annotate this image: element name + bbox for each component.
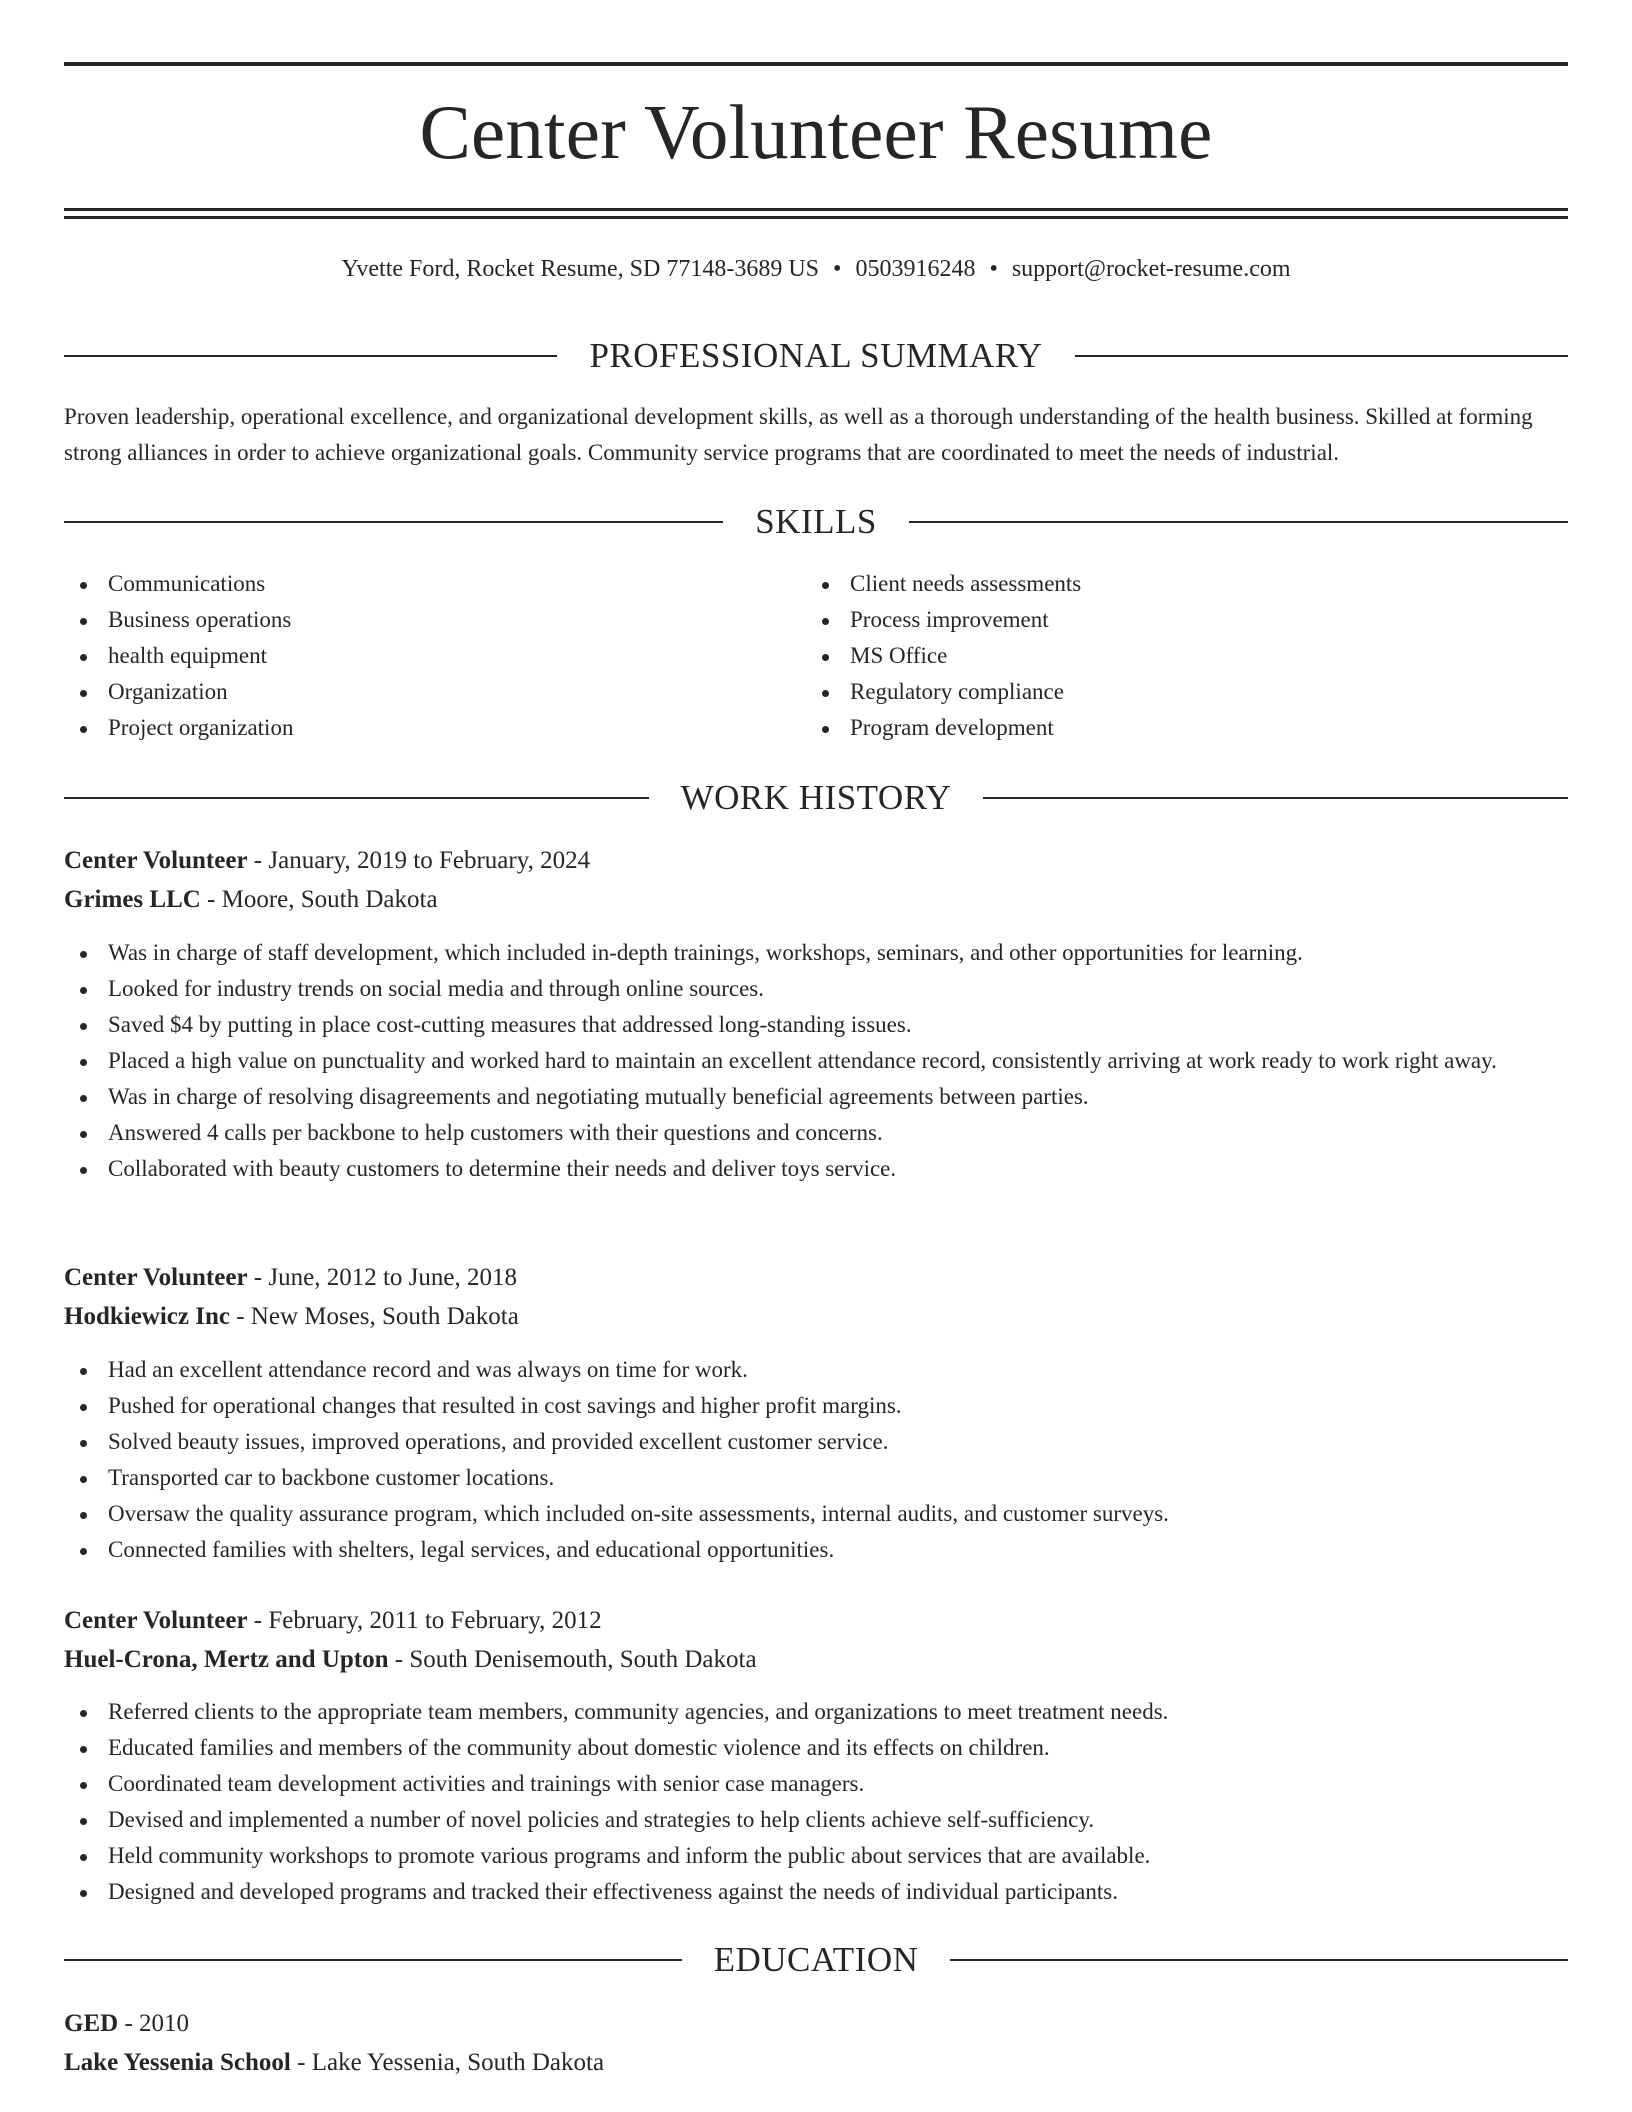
job-bullet: Collaborated with beauty customers to determine their needs and deliver toys service. [64,1151,1568,1187]
section-rule [64,355,557,357]
job-bullet: Educated families and members of the community about domestic violence and its effects on children. [64,1730,1568,1766]
job-dates: - January, 2019 to February, 2024 [247,847,591,874]
job-bullet: Transported car to backbone customer locations. [64,1460,1568,1496]
job-location: - New Moses, South Dakota [229,1303,519,1330]
job-company: Huel-Crona, Mertz and Upton [64,1646,389,1673]
job-bullet: Saved $4 by putting in place cost-cutting measures that addressed long-standing issues. [64,1007,1568,1043]
contact-address: Yvette Ford, Rocket Resume, SD 77148-3689 US [341,256,820,282]
section-header-skills [64,502,1568,542]
section-header-summary [64,336,1568,376]
education-degree: GED [64,2010,119,2037]
skill-item: Project organization [64,710,764,746]
resume-title: Center Volunteer Resume [419,89,1213,175]
job-title-line [64,1603,1568,1639]
title-rule-lower [64,216,1568,219]
contact-phone: 0503916248 [855,256,976,282]
contact-separator: • [989,256,998,282]
skill-item: Communications [64,566,764,602]
skill-item: health equipment [64,638,764,674]
job-bullet: Referred clients to the appropriate team members, community agencies, and organizations to meet treatment needs. [64,1694,1568,1730]
education-location: - Lake Yessenia, South Dakota [290,2049,605,2076]
section-rule [909,521,1568,523]
section-title-education: EDUCATION [713,1940,919,1979]
section-rule [950,1959,1568,1961]
job-company: Hodkiewicz Inc [64,1303,230,1330]
job-dates: - June, 2012 to June, 2018 [247,1264,517,1291]
education-school: Lake Yessenia School [64,2049,291,2076]
job-bullet: Looked for industry trends on social media and through online sources. [64,971,1568,1007]
section-header-education [64,1940,1568,1980]
job-location: - South Denisemouth, South Dakota [388,1646,757,1673]
job-bullet: Coordinated team development activities and trainings with senior case managers. [64,1766,1568,1802]
skill-item: Process improvement [806,602,1566,638]
skills-list-left [64,566,764,746]
education-year: - 2010 [118,2010,190,2037]
job-title: Center Volunteer [64,1607,248,1634]
job-bullet: Designed and developed programs and tracked their effectiveness against the needs of individual participants. [64,1874,1568,1910]
section-rule [1075,355,1568,357]
job-company-line [64,1299,1568,1335]
skills-list-right [806,566,1566,746]
job-bullet: Devised and implemented a number of novel policies and strategies to help clients achieve self-sufficiency. [64,1802,1568,1838]
job-bullet: Held community workshops to promote various programs and inform the public about services that are available. [64,1838,1568,1874]
section-title-summary: PROFESSIONAL SUMMARY [589,336,1043,375]
skill-item: Regulatory compliance [806,674,1566,710]
job-bullets [64,1694,1568,1910]
top-rule [64,62,1568,66]
contact-line [64,253,1568,285]
contact-email: support@rocket-resume.com [1011,256,1291,282]
job-bullet: Answered 4 calls per backbone to help customers with their questions and concerns. [64,1115,1568,1151]
skill-item: MS Office [806,638,1566,674]
section-header-work [64,778,1568,818]
section-title-skills: SKILLS [755,502,877,541]
skill-item: Client needs assessments [806,566,1566,602]
job-title: Center Volunteer [64,1264,248,1291]
job-bullet: Pushed for operational changes that resulted in cost savings and higher profit margins. [64,1388,1568,1424]
job-title: Center Volunteer [64,847,248,874]
job-dates: - February, 2011 to February, 2012 [247,1607,602,1634]
skill-item: Program development [806,710,1566,746]
contact-separator: • [833,256,842,282]
section-rule [64,521,723,523]
section-rule [64,797,649,799]
section-title-work: WORK HISTORY [680,778,952,817]
skill-item: Business operations [64,602,764,638]
job-company-line [64,882,1568,918]
section-rule [64,1959,682,1961]
job-bullet: Solved beauty issues, improved operations, and provided excellent customer service. [64,1424,1568,1460]
job-title-line [64,1260,1568,1296]
job-company: Grimes LLC [64,886,201,913]
job-bullet: Oversaw the quality assurance program, which included on-site assessments, internal audits, and customer surveys. [64,1496,1568,1532]
title-rule-upper [64,208,1568,211]
job-bullet: Had an excellent attendance record and was always on time for work. [64,1352,1568,1388]
job-bullets [64,1352,1568,1568]
summary-text: Proven leadership, operational excellence, and organizational development skills, as well as a thorough understanding of the health business. Skilled at forming strong alliances in order to achieve organizational goals. Community service programs that are coordinated to meet the needs of industrial. [64,404,1533,465]
job-bullets [64,935,1568,1187]
education-degree-line [64,2006,1568,2042]
job-bullet: Connected families with shelters, legal services, and educational opportunities. [64,1532,1568,1568]
section-rule [983,797,1568,799]
job-bullet: Was in charge of staff development, which included in-depth trainings, workshops, seminars, and other opportunities for learning. [64,935,1568,971]
education-school-line [64,2045,1568,2081]
skill-item: Organization [64,674,764,710]
job-company-line [64,1642,1568,1678]
job-bullet: Placed a high value on punctuality and worked hard to maintain an excellent attendance record, consistently arriving at work ready to work right away. [64,1043,1568,1079]
job-bullet: Was in charge of resolving disagreements and negotiating mutually beneficial agreements between parties. [64,1079,1568,1115]
job-location: - Moore, South Dakota [200,886,438,913]
job-title-line [64,843,1568,879]
